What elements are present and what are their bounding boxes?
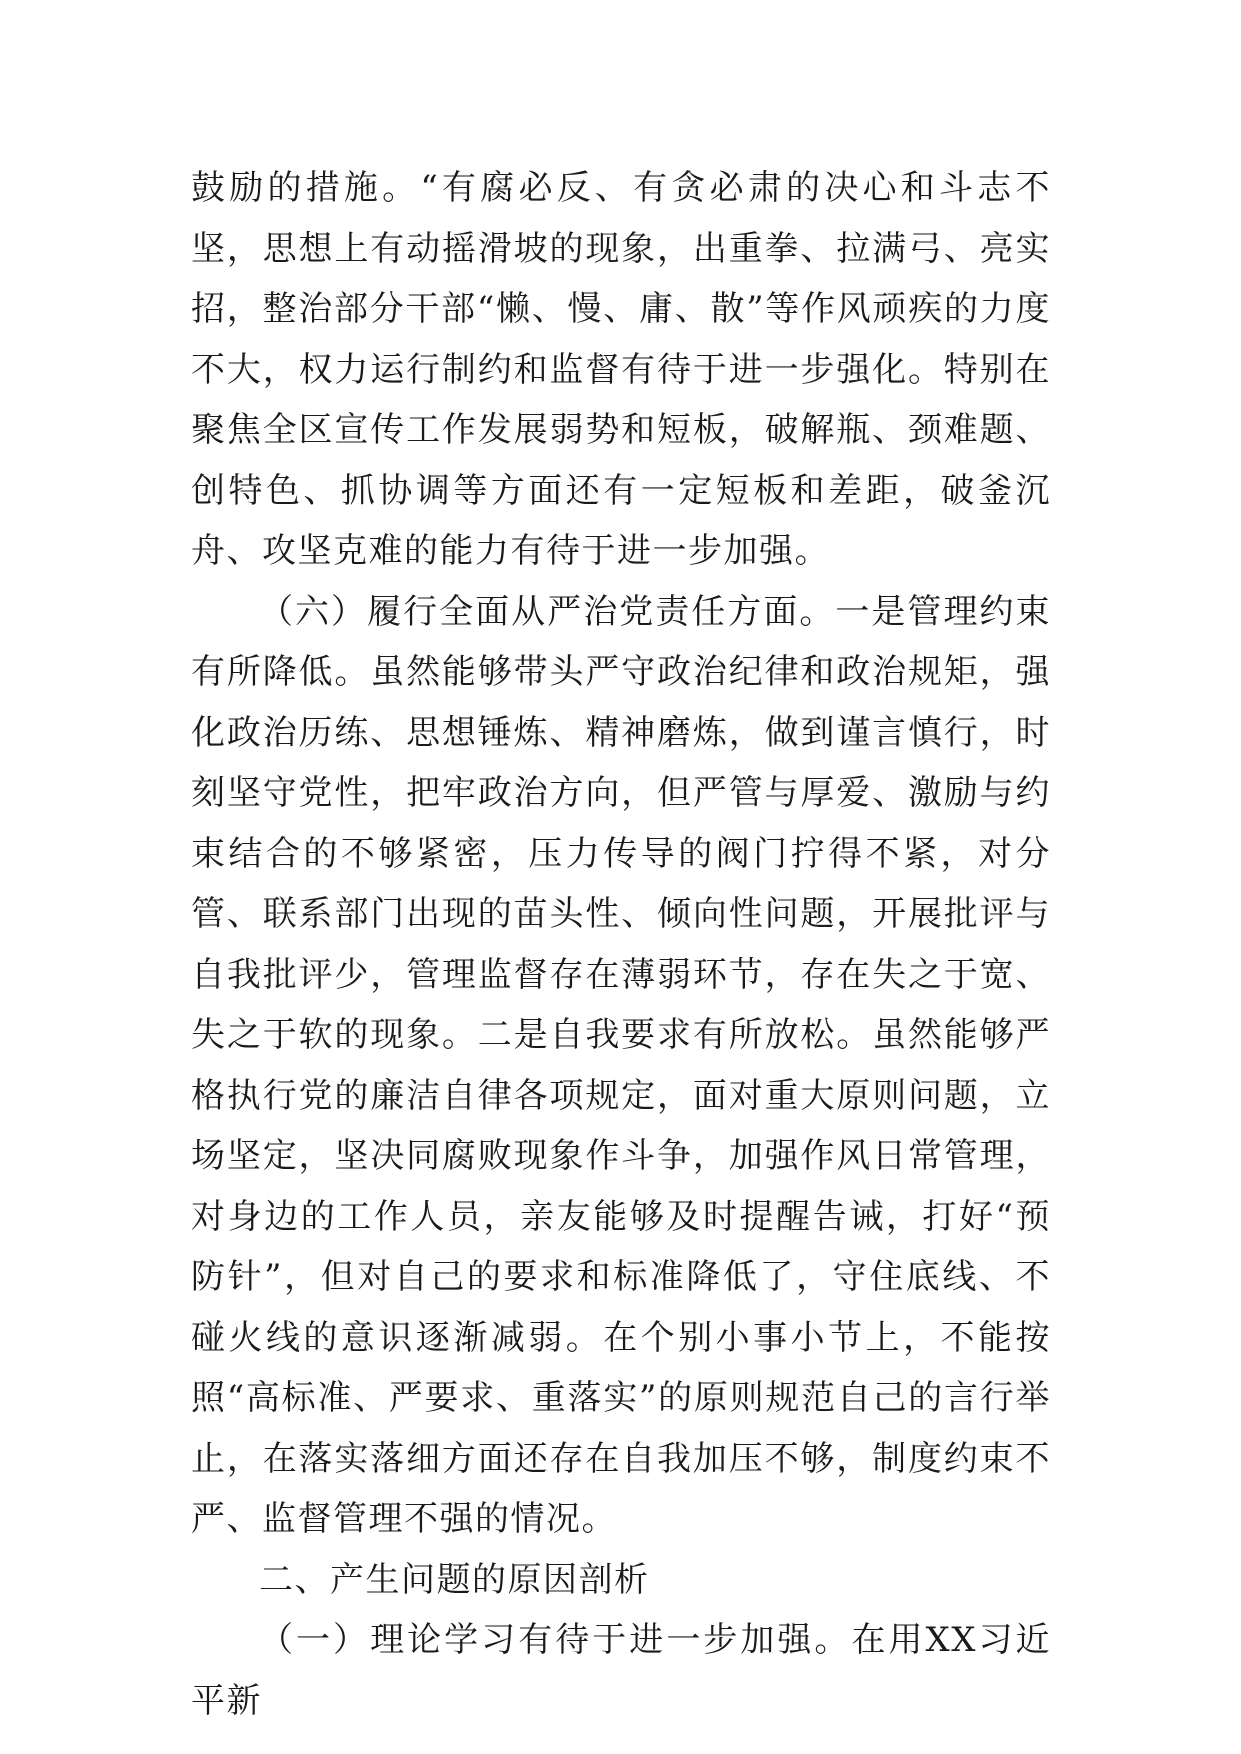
paragraph-encouragement-measures: 鼓励的措施。“有腐必反、有贪必肃的决心和斗志不坚，思想上有动摇滑坡的现象，出重拳、拉满弓、亮实招，整治部分干部“懒、慢、庸、散”等作风顽疾的力度不大，权力运行制约和监督有待于进一步强化。特别在聚焦全区宣传工作发展弱势和短板，破解瓶、颈难题、创特色、抓协调等方面还有一定短板和差距，破釜沉舟、攻坚克难的能力有待于进一步加强。 xyxy=(191,168,1051,571)
paragraph-theory-study: （一）理论学习有待于进一步加强。在用XX习近平新 xyxy=(191,1620,1051,1721)
section-heading-cause-analysis: 二、产生问题的原因剖析 xyxy=(259,1559,650,1600)
paragraph-party-governance: （六）履行全面从严治党责任方面。一是管理约束有所降低。虽然能够带头严守政治纪律和政治规矩，强化政治历练、思想锤炼、精神磨炼，做到谨言慎行，时刻坚守党性，把牢政治方向，但严管与厚爱、激励与约束结合的不够紧密，压力传导的阀门拧得不紧，对分管、联系部门出现的苗头性、倾向性问题，开展批评与自我批评少，管理监督存在薄弱环节，存在失之于宽、失之于软的现象。二是自我要求有所放松。虽然能够严格执行党的廉洁自律各项规定，面对重大原则问题，立场坚定，坚决同腐败现象作斗争，加强作风日常管理，对身边的工作人员，亲友能够及时提醒告诫，打好“预防针”，但对自己的要求和标准降低了，守住底线、不碰火线的意识逐渐减弱。在个别小事小节上，不能按照“高标准、严要求、重落实”的原则规范自己的言行举止，在落实落细方面还存在自我加压不够，制度约束不严、监督管理不强的情况。 xyxy=(191,591,1051,1539)
document-body xyxy=(191,158,1051,1731)
